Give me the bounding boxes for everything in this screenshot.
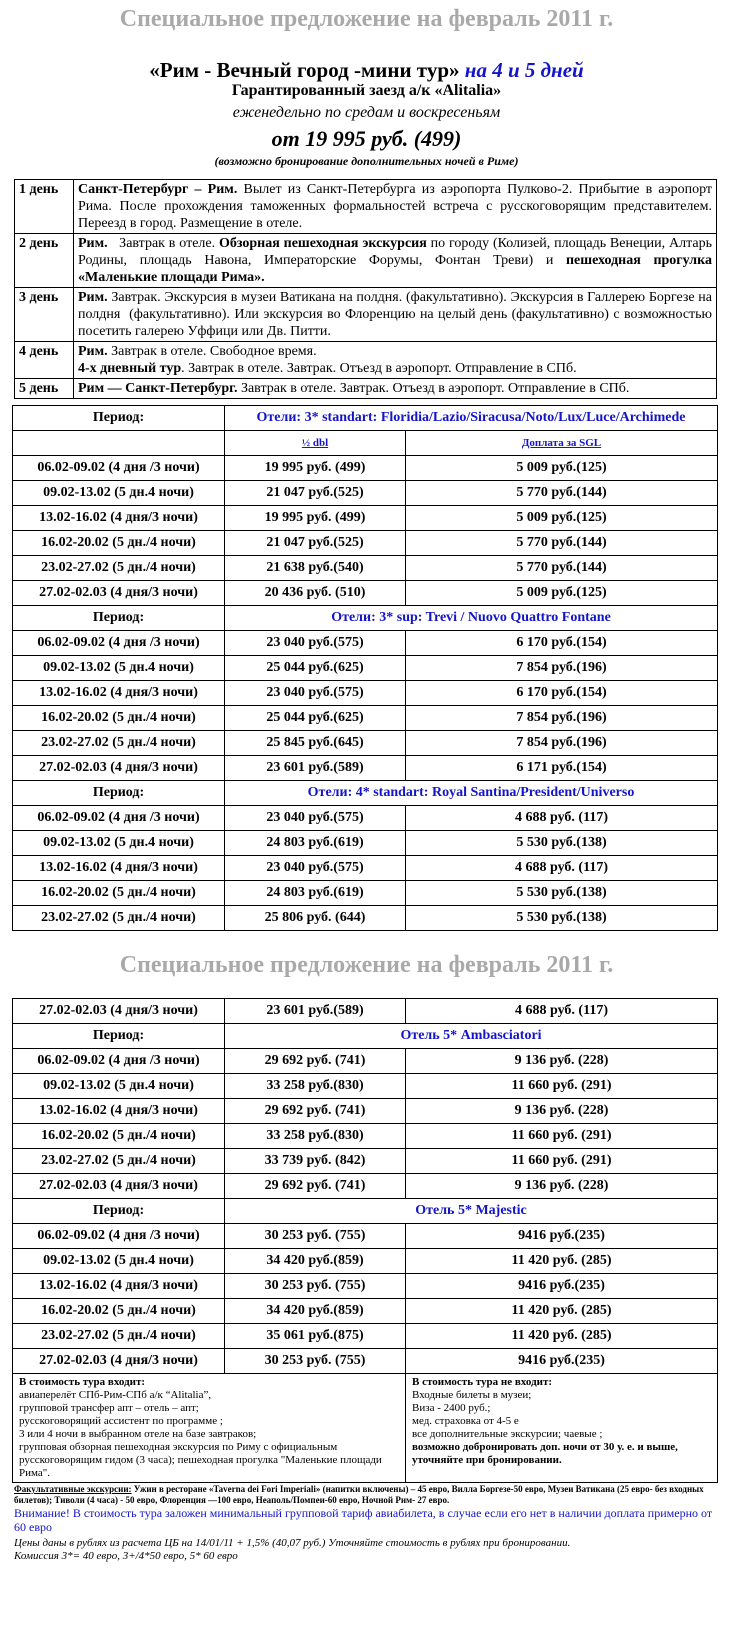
price-row xyxy=(13,1299,718,1324)
half-dbl-price: 35 061 руб.(875) xyxy=(225,1324,406,1349)
price-row xyxy=(13,856,718,881)
empty-cell xyxy=(13,431,225,456)
sgl-supplement-price: 5 770 руб.(144) xyxy=(406,556,718,581)
sgl-supplement-price: 6 171 руб.(154) xyxy=(406,756,718,781)
half-dbl-price: 23 040 руб.(575) xyxy=(225,806,406,831)
period-cell: 06.02-09.02 (4 дня /3 ночи) xyxy=(13,1049,225,1074)
price-row xyxy=(13,1349,718,1374)
tour-title xyxy=(0,58,733,83)
price-row xyxy=(13,481,718,506)
period-cell: 27.02-02.03 (4 дня/3 ночи) xyxy=(13,1174,225,1199)
sgl-supplement-price: 11 420 руб. (285) xyxy=(406,1324,718,1349)
half-dbl-price: 24 803 руб.(619) xyxy=(225,881,406,906)
attention-note: Внимание! В стоимость тура заложен минимальный групповой тариф авиабилета, в случае если его нет в наличии доплата примерно от 60 евро xyxy=(14,1506,713,1534)
period-cell: 09.02-13.02 (5 дн.4 ночи) xyxy=(13,831,225,856)
half-dbl-label: ½ dbl xyxy=(225,431,406,456)
price-row xyxy=(13,531,718,556)
tour-name: «Рим - Вечный город -мини тур» xyxy=(149,58,460,82)
included-item: русскоговорящий ассистент по программе ; xyxy=(19,1415,223,1427)
sgl-supplement-price: 4 688 руб. (117) xyxy=(406,856,718,881)
price-row xyxy=(13,456,718,481)
price-row xyxy=(13,831,718,856)
extra-nights-booking-note: возможно добронировать доп. ночи от 30 у. е. и выше, уточняйте при бронировании. xyxy=(412,1441,678,1466)
itinerary-day: 2 день xyxy=(15,234,74,288)
included-item: 3 или 4 ночи в выбранном отеле на базе завтраков; xyxy=(19,1428,257,1440)
hotel-category: Отели: 3* sup: Trevi / Nuovo Quattro Fontane xyxy=(225,606,718,631)
period-label: Период: xyxy=(13,781,225,806)
hotel-header-row xyxy=(13,606,718,631)
period-cell: 23.02-27.02 (5 дн./4 ночи) xyxy=(13,556,225,581)
period-cell: 13.02-16.02 (4 дня/3 ночи) xyxy=(13,1099,225,1124)
period-cell: 23.02-27.02 (5 дн./4 ночи) xyxy=(13,731,225,756)
sgl-supplement-price: 5 530 руб.(138) xyxy=(406,906,718,931)
price-row xyxy=(13,1224,718,1249)
period-cell: 23.02-27.02 (5 дн./4 ночи) xyxy=(13,1324,225,1349)
period-cell: 06.02-09.02 (4 дня /3 ночи) xyxy=(13,1224,225,1249)
hotel-header-row xyxy=(13,781,718,806)
half-dbl-price: 23 040 руб.(575) xyxy=(225,681,406,706)
optional-excursions-title: Факультативные экскурсии: xyxy=(14,1484,132,1494)
period-cell: 16.02-20.02 (5 дн./4 ночи) xyxy=(13,1124,225,1149)
price-table-1 xyxy=(12,405,718,931)
itinerary-day: 5 день xyxy=(15,379,74,399)
half-dbl-price: 34 420 руб.(859) xyxy=(225,1249,406,1274)
sgl-supplement-price: 4 688 руб. (117) xyxy=(406,999,718,1024)
half-dbl-price: 30 253 руб. (755) xyxy=(225,1349,406,1374)
half-dbl-price: 33 258 руб.(830) xyxy=(225,1074,406,1099)
sgl-supplement-price: 5 530 руб.(138) xyxy=(406,831,718,856)
extra-nights-note: (возможно бронирование дополнительных ночей в Риме) xyxy=(214,154,519,168)
not-included-item: Виза - 2400 руб.; xyxy=(412,1402,491,1414)
half-dbl-price: 29 692 руб. (741) xyxy=(225,1174,406,1199)
not-included-cell xyxy=(406,1374,718,1483)
period-label: Период: xyxy=(13,1199,225,1224)
itinerary-row xyxy=(15,342,717,379)
period-cell: 13.02-16.02 (4 дня/3 ночи) xyxy=(13,856,225,881)
period-cell: 09.02-13.02 (5 дн.4 ночи) xyxy=(13,481,225,506)
price-row xyxy=(13,806,718,831)
optional-excursions xyxy=(14,1484,719,1506)
half-dbl-price: 23 601 руб.(589) xyxy=(225,999,406,1024)
sgl-supplement-price: 7 854 руб.(196) xyxy=(406,656,718,681)
itinerary-description: Рим. Завтрак. Экскурсия в музеи Ватикана на полдня. (факультативно). Экскурсия в Галлерею Боргезе на полдня (факультативно). Или экскурсия во Флоренцию на целый день (факультативно) с возможностью посетить галерею Уффици или Дв. Питти. xyxy=(74,288,717,342)
price-row xyxy=(13,1049,718,1074)
itinerary-row xyxy=(15,288,717,342)
optional-excursions-text: Ужин в ресторане «Taverna dei Fori Imperiali» (напитки включены) – 45 евро, Виллa Боргезе-50 евро, Музеи Ватикана (25 евро- без входных билетов); Тиволи (4 часа) - 50 евро, Флоренция —100 евро, Неаполь/Помпеи-60 евро, Ночной Рим- 27 евро. xyxy=(14,1484,704,1505)
period-label: Период: xyxy=(13,406,225,431)
itinerary-day: 3 день xyxy=(15,288,74,342)
half-dbl-price: 21 047 руб.(525) xyxy=(225,531,406,556)
hotel-category: Отель 5* Majestic xyxy=(225,1199,718,1224)
sgl-supplement-price: 6 170 руб.(154) xyxy=(406,681,718,706)
tour-duration: на 4 и 5 дней xyxy=(464,58,584,82)
not-included-item: мед. страховка от 4-5 е xyxy=(412,1415,519,1427)
sgl-supplement-price: 5 770 руб.(144) xyxy=(406,531,718,556)
price-row xyxy=(13,1149,718,1174)
price-row xyxy=(13,1249,718,1274)
price-row xyxy=(13,1324,718,1349)
sgl-supplement-price: 11 660 руб. (291) xyxy=(406,1124,718,1149)
hotel-category: Отели: 4* standart: Royal Santina/President/Universo xyxy=(225,781,718,806)
itinerary-row xyxy=(15,234,717,288)
period-cell: 16.02-20.02 (5 дн./4 ночи) xyxy=(13,706,225,731)
price-row xyxy=(13,631,718,656)
sgl-supplement-price: 7 854 руб.(196) xyxy=(406,706,718,731)
price-row xyxy=(13,1124,718,1149)
hotel-category: Отель 5* Ambasciatori xyxy=(225,1024,718,1049)
half-dbl-price: 20 436 руб. (510) xyxy=(225,581,406,606)
period-cell: 13.02-16.02 (4 дня/3 ночи) xyxy=(13,1274,225,1299)
sgl-supplement-price: 11 660 руб. (291) xyxy=(406,1149,718,1174)
period-cell: 27.02-02.03 (4 дня/3 ночи) xyxy=(13,1349,225,1374)
sgl-supplement-price: 9416 руб.(235) xyxy=(406,1224,718,1249)
half-dbl-price: 25 845 руб.(645) xyxy=(225,731,406,756)
period-label: Период: xyxy=(13,1024,225,1049)
not-included-title: В стоимость тура не входит: xyxy=(412,1376,553,1388)
period-cell: 16.02-20.02 (5 дн./4 ночи) xyxy=(13,1299,225,1324)
included-title: В стоимость тура входит: xyxy=(19,1376,146,1388)
price-row xyxy=(13,1074,718,1099)
itinerary-row xyxy=(15,180,717,234)
period-cell: 16.02-20.02 (5 дн./4 ночи) xyxy=(13,881,225,906)
period-cell: 27.02-02.03 (4 дня/3 ночи) xyxy=(13,581,225,606)
period-cell: 09.02-13.02 (5 дн.4 ночи) xyxy=(13,656,225,681)
not-included-item: Входные билеты в музеи; xyxy=(412,1389,532,1401)
included-item: групповой трансфер апт – отель – апт; xyxy=(19,1402,199,1414)
half-dbl-price: 24 803 руб.(619) xyxy=(225,831,406,856)
half-dbl-price: 23 601 руб.(589) xyxy=(225,756,406,781)
price-row xyxy=(13,656,718,681)
carrier-line: Гарантированный заезд а/к «Alitalia» xyxy=(231,82,502,99)
half-dbl-price: 23 040 руб.(575) xyxy=(225,856,406,881)
included-cell xyxy=(13,1374,406,1483)
half-dbl-price: 34 420 руб.(859) xyxy=(225,1299,406,1324)
price-row xyxy=(13,906,718,931)
sgl-supplement-price: 5 009 руб.(125) xyxy=(406,506,718,531)
half-dbl-price: 33 258 руб.(830) xyxy=(225,1124,406,1149)
itinerary-description: Рим. Завтрак в отеле. Обзорная пешеходная экскурсия по городу (Колизей, площадь Венеции, Алтарь Родины, площадь Навона, Императорские Форумы, Фонтан Треви) и пешеходная прогулка «Маленькие площади Рима». xyxy=(74,234,717,288)
period-cell: 09.02-13.02 (5 дн.4 ночи) xyxy=(13,1249,225,1274)
itinerary-day: 4 день xyxy=(15,342,74,379)
half-dbl-price: 30 253 руб. (755) xyxy=(225,1274,406,1299)
sgl-supplement-price: 4 688 руб. (117) xyxy=(406,806,718,831)
price-row xyxy=(13,1099,718,1124)
sgl-supplement-price: 9 136 руб. (228) xyxy=(406,1049,718,1074)
itinerary-description: Рим. Завтрак в отеле. Свободное время. 4-х дневный тур. Завтрак в отеле. Завтрак. Отъезд в аэропорт. Отправление в СПб. xyxy=(74,342,717,379)
price-row xyxy=(13,706,718,731)
price-row xyxy=(13,556,718,581)
period-cell: 27.02-02.03 (4 дня/3 ночи) xyxy=(13,999,225,1024)
watermark-middle: Специальное предложение на февраль 2011 г. xyxy=(119,952,614,978)
price-table-2 xyxy=(12,998,718,1483)
sgl-supplement-price: 5 009 руб.(125) xyxy=(406,581,718,606)
half-dbl-price: 21 047 руб.(525) xyxy=(225,481,406,506)
watermark-top: Специальное предложение на февраль 2011 г. xyxy=(119,6,614,32)
price-row xyxy=(13,756,718,781)
sgl-supplement-price: 9416 руб.(235) xyxy=(406,1349,718,1374)
sgl-supplement-price: 5 530 руб.(138) xyxy=(406,881,718,906)
period-cell: 09.02-13.02 (5 дн.4 ночи) xyxy=(13,1074,225,1099)
inclusions-row xyxy=(13,1374,718,1483)
hotel-header-row xyxy=(13,406,718,431)
itinerary-description: Санкт-Петербург – Рим. Вылет из Санкт-Петербурга из аэропорта Пулково-2. Прибытие в аэропорт Рима. После прохождения таможенных формальностей встреча с русскоговорящим представителем. Переезд в город. Размещение в отеле. xyxy=(74,180,717,234)
commission-note: Комиссия 3*= 40 евро, 3+/4*50 евро, 5* 60 евро xyxy=(14,1550,238,1562)
price-row xyxy=(13,731,718,756)
price-row xyxy=(13,506,718,531)
schedule-line: еженедельно по средам и воскресеньям xyxy=(232,104,501,121)
sgl-supplement-price: 7 854 руб.(196) xyxy=(406,731,718,756)
half-dbl-price: 23 040 руб.(575) xyxy=(225,631,406,656)
price-row xyxy=(13,999,718,1024)
not-included-item: все дополнительные экскурсии; чаевые ; xyxy=(412,1428,603,1440)
period-cell: 23.02-27.02 (5 дн./4 ночи) xyxy=(13,1149,225,1174)
sgl-supplement-price: 9 136 руб. (228) xyxy=(406,1099,718,1124)
included-item: авиаперелёт СПб-Рим-СПб а/к “Alitalia”, xyxy=(19,1389,212,1401)
period-cell: 23.02-27.02 (5 дн./4 ночи) xyxy=(13,906,225,931)
column-subheader-row xyxy=(13,431,718,456)
period-cell: 06.02-09.02 (4 дня /3 ночи) xyxy=(13,456,225,481)
half-dbl-price: 25 806 руб. (644) xyxy=(225,906,406,931)
price-line: от 19 995 руб. (499) xyxy=(271,126,462,151)
price-row xyxy=(13,1174,718,1199)
half-dbl-price: 25 044 руб.(625) xyxy=(225,656,406,681)
price-row xyxy=(13,881,718,906)
half-dbl-price: 29 692 руб. (741) xyxy=(225,1049,406,1074)
half-dbl-price: 25 044 руб.(625) xyxy=(225,706,406,731)
half-dbl-price: 30 253 руб. (755) xyxy=(225,1224,406,1249)
itinerary-description: Рим — Санкт-Петербург. Завтрак в отеле. Завтрак. Отъезд в аэропорт. Отправление в СПб. xyxy=(74,379,717,399)
sgl-supplement-label: Доплата за SGL xyxy=(406,431,718,456)
sgl-supplement-price: 9 136 руб. (228) xyxy=(406,1174,718,1199)
period-cell: 13.02-16.02 (4 дня/3 ночи) xyxy=(13,681,225,706)
itinerary-row xyxy=(15,379,717,399)
sgl-supplement-price: 11 420 руб. (285) xyxy=(406,1299,718,1324)
sgl-supplement-price: 5 009 руб.(125) xyxy=(406,456,718,481)
period-label: Период: xyxy=(13,606,225,631)
period-cell: 27.02-02.03 (4 дня/3 ночи) xyxy=(13,756,225,781)
half-dbl-price: 19 995 руб. (499) xyxy=(225,456,406,481)
period-cell: 06.02-09.02 (4 дня /3 ночи) xyxy=(13,631,225,656)
sgl-supplement-price: 11 660 руб. (291) xyxy=(406,1074,718,1099)
itinerary-table xyxy=(14,179,717,399)
sgl-supplement-price: 11 420 руб. (285) xyxy=(406,1249,718,1274)
price-row xyxy=(13,1274,718,1299)
itinerary-day: 1 день xyxy=(15,180,74,234)
sgl-supplement-price: 6 170 руб.(154) xyxy=(406,631,718,656)
hotel-header-row xyxy=(13,1024,718,1049)
half-dbl-price: 29 692 руб. (741) xyxy=(225,1099,406,1124)
period-cell: 06.02-09.02 (4 дня /3 ночи) xyxy=(13,806,225,831)
sgl-supplement-price: 9416 руб.(235) xyxy=(406,1274,718,1299)
half-dbl-price: 19 995 руб. (499) xyxy=(225,506,406,531)
sgl-supplement-price: 5 770 руб.(144) xyxy=(406,481,718,506)
hotel-category: Отели: 3* standart: Floridia/Lazio/Siracusa/Noto/Lux/Luce/Archimede xyxy=(225,406,718,431)
half-dbl-price: 21 638 руб.(540) xyxy=(225,556,406,581)
prices-note: Цены даны в рублях из расчета ЦБ на 14/01/11 + 1,5% (40,07 руб.) Уточняйте стоимость в рублях при бронировании. xyxy=(14,1537,571,1549)
hotel-header-row xyxy=(13,1199,718,1224)
footer-notes xyxy=(14,1484,719,1563)
half-dbl-price: 33 739 руб. (842) xyxy=(225,1149,406,1174)
price-row xyxy=(13,681,718,706)
price-row xyxy=(13,581,718,606)
period-cell: 16.02-20.02 (5 дн./4 ночи) xyxy=(13,531,225,556)
included-item: групповая обзорная пешеходная экскурсия по Риму с официальным русскоговорящим гидом (3 часа); пешеходная прогулка "Маленькие площади Рима". xyxy=(19,1441,382,1479)
period-cell: 13.02-16.02 (4 дня/3 ночи) xyxy=(13,506,225,531)
